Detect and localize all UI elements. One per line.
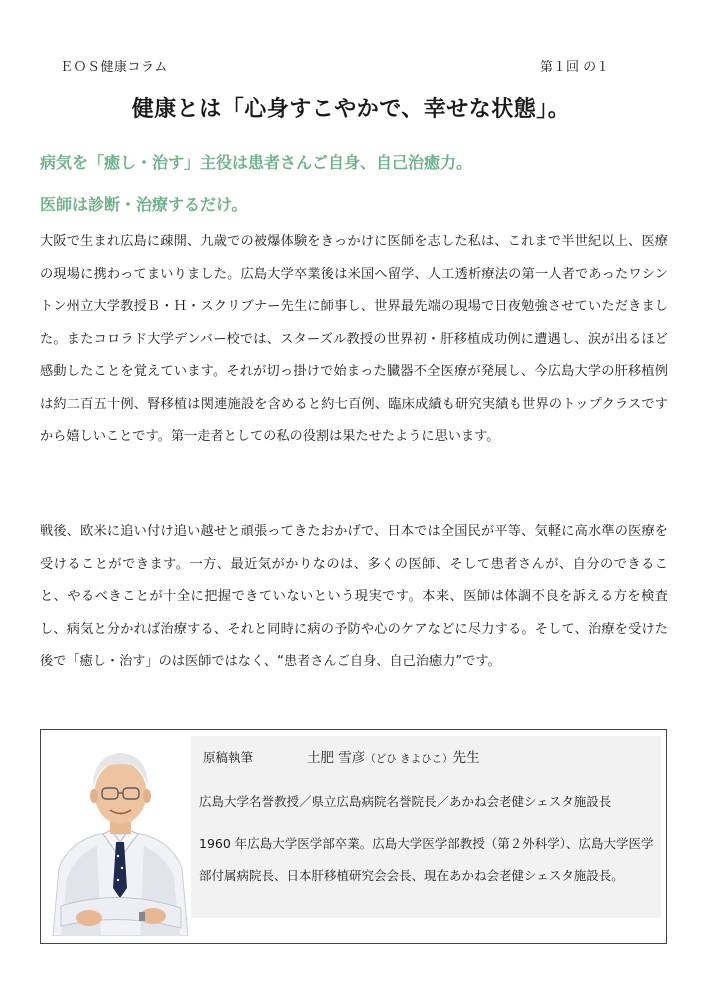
article-title: 健康とは「心身すこやかで、幸せな状態」。: [131, 97, 571, 122]
author-box: [40, 729, 667, 944]
author-positions: 広島大学名誉教授／県立広島病院名誉院長／あかね会老健シェスタ施設長: [199, 794, 612, 809]
author-honorific: 先生: [452, 750, 480, 766]
author-bio: 1960 年広島大学医学部卒業。広島大学医学部教授（第２外科学）、広島大学医学部付属病院長、日本肝移植研究会会長、現在あかね会老健シェスタ施設長。: [199, 836, 654, 883]
column-name: ＥＯＳ健康コラム: [60, 60, 168, 75]
author-reading: （どひ きよひこ）: [365, 753, 453, 765]
author-info: [191, 736, 661, 918]
subheading-2: 医師は診断・治療するだけ。: [40, 195, 248, 214]
author-name: 土肥 雪彦: [307, 750, 366, 766]
issue-number: 第１回 の１: [540, 60, 610, 75]
author-label: 原稿執筆: [203, 750, 254, 765]
author-photo: [49, 738, 192, 936]
subheading-1: 病気を「癒し・治す」主役は患者さんご自身、自己治癒力。: [40, 153, 473, 172]
author-name-line: [307, 746, 480, 766]
body-paragraph-2: 戦後、欧米に追い付け追い越せと頑張ってきたおかげで、日本では全国民が平等、気軽に高水準の医療を受けることができます。一方、最近気がかりなのは、多くの医師、そして患者さんが、自分のできること、やるべきことが十全に把握できていないという現実です。本来、医師は体調不良を訴える方を検査し、病気と分かれば治療する、それと同時に病の予防や心のケアなどに尽力する。そして、治療を受けた後で「癒し・治す」のは医師ではなく、“患者さんご自身、自己治癒力”です。: [40, 524, 668, 669]
body-paragraph-1: 大阪で生まれ広島に疎開、九歳での被爆体験をきっかけに医師を志した私は、これまで半世紀以上、医療の現場に携わってまいりました。広島大学卒業後は米国へ留学、人工透析療法の第一人者であったワシントン州立大学教授Ｂ・Ｈ・スクリブナー先生に師事し、世界最先端の現場で日夜勉強させていただきました。またコロラド大学デンバー校では、スターズル教授の世界初・肝移植成功例に遭遇し、涙が出るほど感動したことを覚えています。それが切っ掛けで始まった臓器不全医療が発展し、今広島大学の肝移植例は約二百五十例、腎移植は関連施設を含めると約七百例、臨床成績も研究実績も世界のトップクラスですから嬉しいことです。第一走者としての私の役割は果たせたように思います。: [40, 234, 668, 444]
